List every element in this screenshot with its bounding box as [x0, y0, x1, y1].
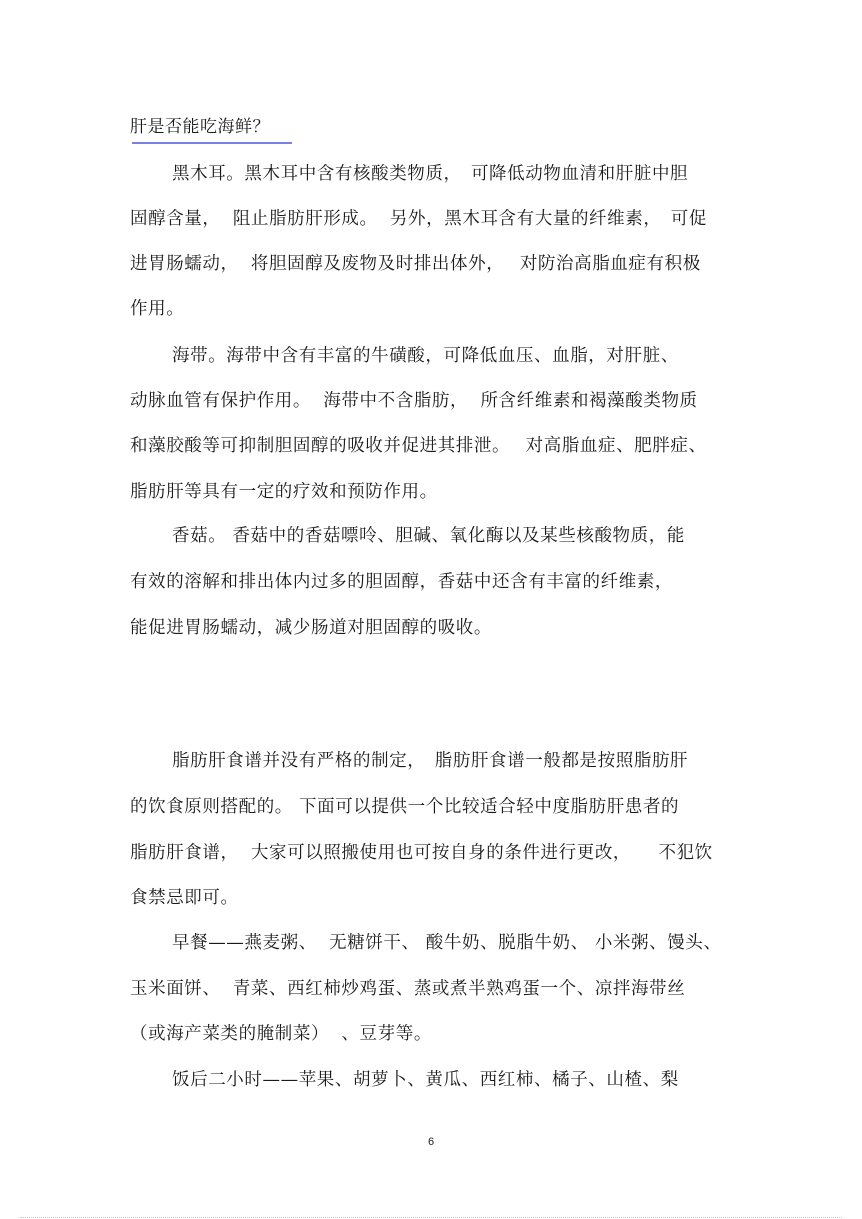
text-line: 食禁忌即可。	[130, 888, 239, 908]
text-line: 海带。海带中含有丰富的牛磺酸，可降低血压、血脂，对肝脏、	[172, 346, 679, 366]
text-line: 脂肪肝食谱并没有严格的制定， 脂肪肝食谱一般都是按照脂肪肝	[172, 751, 689, 771]
text-line: 早餐——燕麦粥、 无糖饼干、 酸牛奶、脱脂牛奶、 小米粥、馒头、	[172, 933, 722, 953]
heading-underline	[132, 142, 292, 144]
page-number: 6	[427, 1136, 435, 1148]
text-line: 动脉血管有保护作用。 海带中不含脂肪， 所含纤维素和褐藻酸类物质	[130, 391, 698, 411]
text-line: 玉米面饼、 青菜、西红柿炒鸡蛋、蒸或煮半熟鸡蛋一个、凉拌海带丝	[130, 979, 686, 999]
text-line: 进胃肠蠕动， 将胆固醇及废物及时排出体外， 对防治高脂血症有积极	[130, 254, 701, 274]
text-line: 脂肪肝食谱， 大家可以照搬使用也可按自身的条件进行更改， 不犯饮	[130, 843, 713, 863]
text-line: 能促进胃肠蠕动，减少肠道对胆固醇的吸收。	[130, 618, 492, 638]
text-line: 有效的溶解和排出体内过多的胆固醇，香菇中还含有丰富的纤维素，	[130, 572, 673, 592]
page-bottom-edge	[20, 1217, 842, 1218]
text-line: （或海产菜类的腌制菜） 、豆芽等。	[130, 1024, 432, 1044]
text-line: 黑木耳。黑木耳中含有核酸类物质， 可降低动物血清和肝脏中胆	[172, 164, 689, 184]
text-line: 固醇含量， 阻止脂肪肝形成。 另外，黑木耳含有大量的纤维素， 可促	[130, 209, 707, 229]
text-line: 饭后二小时——苹果、胡萝卜、黄瓜、西红柿、橘子、山楂、梨	[172, 1070, 679, 1090]
section-heading: 肝是否能吃海鲜？	[130, 117, 270, 137]
text-line: 和藻胶酸等可抑制胆固醇的吸收并促进其排泄。 对高脂血症、肥胖症、	[130, 436, 707, 456]
text-line: 脂肪肝等具有一定的疗效和预防作用。	[130, 482, 438, 502]
text-line: 香菇。 香菇中的香菇嘌呤、胆碱、氧化酶以及某些核酸物质，能	[172, 526, 685, 546]
text-line: 的饮食原则搭配的。 下面可以提供一个比较适合轻中度脂肪肝患者的	[130, 797, 680, 817]
text-line: 作用。	[130, 299, 185, 319]
